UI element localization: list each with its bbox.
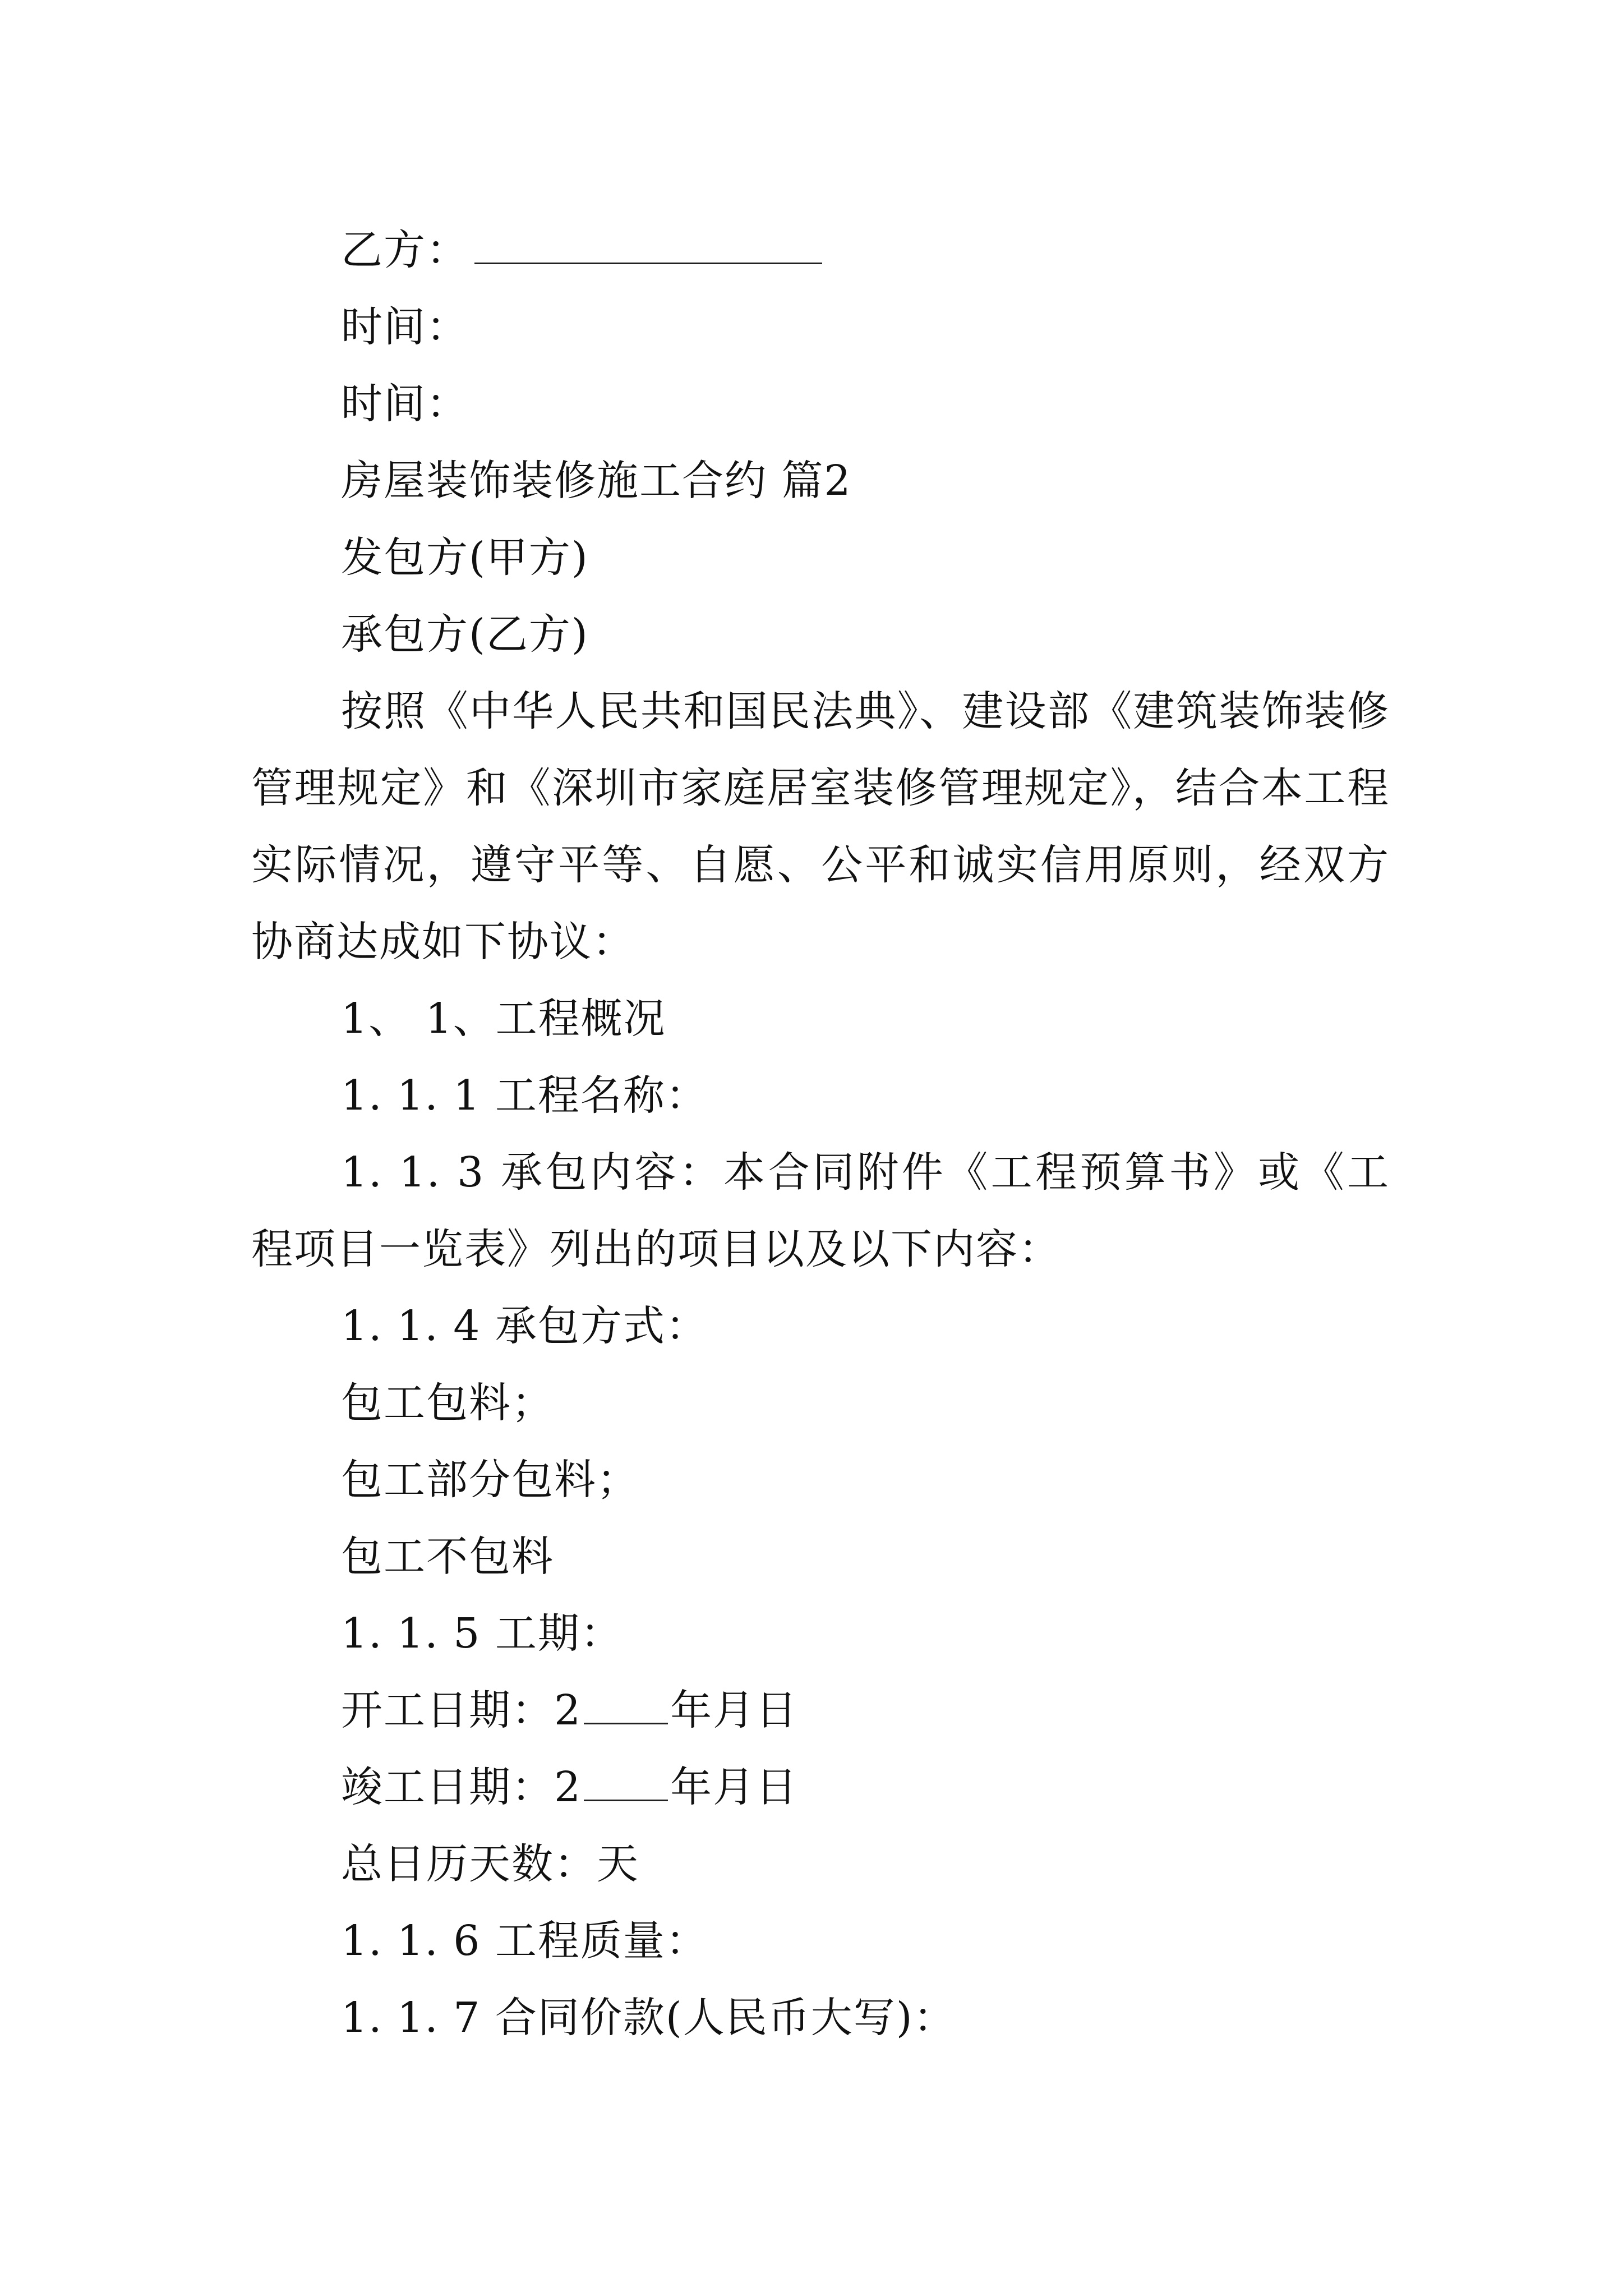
document-body	[251, 212, 1390, 2056]
option-labor-only: 包工不包料	[341, 1533, 554, 1581]
end-date-suffix: 年月日	[670, 1763, 799, 1811]
contractor-label: 承包方(乙方)	[341, 610, 589, 659]
party-b-signature-blank	[474, 231, 822, 264]
intro-paragraph: 按照《中华人民共和国民法典》、建设部《建筑装饰装修管理规定》和《深圳市家庭居室装修管理规定》，结合本工程实际情况，遵守平等、自愿、公平和诚实信用原则，经双方协商达成如下协议：	[251, 687, 1390, 966]
option-full-contract: 包工包料；	[341, 1379, 554, 1427]
clause-1-1-6: 1. 1. 6 工程质量：	[341, 1917, 708, 1965]
time-line-2: 时间：	[341, 380, 469, 428]
party-b-label: 乙方：	[341, 226, 469, 274]
clause-1-1-7: 1. 1. 7 合同价款(人民币大写)：	[341, 1994, 956, 2042]
start-date-prefix: 开工日期：2	[341, 1686, 582, 1734]
end-date-line	[251, 1749, 1390, 1826]
end-date-blank	[584, 1768, 668, 1801]
employer-label: 发包方(甲方)	[341, 533, 589, 582]
section-title: 房屋装饰装修施工合约 篇2	[341, 457, 852, 505]
start-date-blank	[584, 1691, 668, 1724]
start-date-line	[251, 1672, 1390, 1749]
clause-1-1-3: 1. 1. 3 承包内容：本合同附件《工程预算书》或《工程项目一览表》列出的项目以及以下内容：	[251, 1148, 1390, 1273]
time-line-1: 时间：	[341, 303, 469, 351]
total-days: 总日历天数：天	[341, 1840, 639, 1888]
clause-1-1-4: 1. 1. 4 承包方式：	[341, 1302, 708, 1350]
clause-1-heading: 1、 1、工程概况	[341, 995, 666, 1043]
party-b-line	[251, 212, 1390, 289]
clause-1-1-5: 1. 1. 5 工期：	[341, 1609, 623, 1658]
start-date-suffix: 年月日	[670, 1686, 799, 1734]
clause-1-1-1: 1. 1. 1 工程名称：	[341, 1071, 708, 1120]
option-partial-materials: 包工部分包料；	[341, 1456, 639, 1504]
end-date-prefix: 竣工日期：2	[341, 1763, 582, 1811]
